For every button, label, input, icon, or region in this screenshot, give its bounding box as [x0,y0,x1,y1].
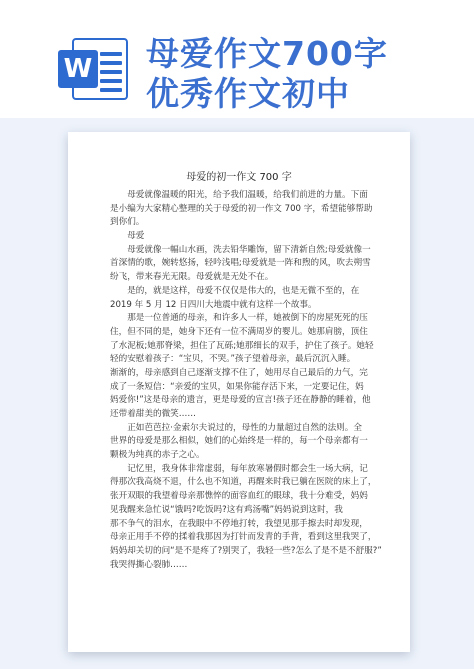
text-line: 正如芭芭拉·金索尔夫说过的，母性的力量超过自然的法则。全 [110,422,362,433]
text-line: 母亲正用手不停的揉着我那因为打针而发青的手背，看到这里我哭了， [110,532,377,543]
text-line: 渐渐的，母亲感到自己逐渐支撑不住了，她用尽自己最后的力气，完 [110,367,368,378]
text-line: 住，但不同的是，她身下还有一位不满周岁的婴儿。她那肩膀，顶住 [110,326,368,337]
paragraph [110,312,372,422]
text-line: 颗极为纯真的赤子之心。 [110,450,205,461]
banner [0,0,474,118]
text-line: 到你们。 [110,217,145,228]
text-line: 那是一位普通的母亲，和许多人一样，她被倒下的房屋死死的压 [110,313,368,324]
text-line: 纷飞，带来春光无限。母爱就是无处不在。 [110,272,274,283]
text-line: 母爱就像温暖的阳光，给予我们温暖，给我们前进的力量。下面 [110,190,368,200]
text-line: 是的，就是这样，母爱不仅仅是伟大的，也是无微不至的，在 [110,285,360,296]
text-line: 母爱 [110,231,145,242]
text-line: 首深情的歌，婉转悠扬，轻吟浅唱;母爱就是一阵和煦的风，吹去朔雪 [110,258,371,269]
text-line: 了水泥板;她那脊梁，担住了瓦砾;她那细长的双手，护住了孩子。她轻 [110,340,374,351]
word-document-icon [58,38,128,100]
text-line: 是小编为大家精心整理的关于母爱的初一作文 700 字，希望能够帮助 [110,203,373,214]
text-line: 妈妈却关切的问“是不是疼了?别哭了，我轻一些?怎么了是不是不舒服?” [110,545,382,556]
text-line: 我哭得撕心裂肺…… [110,559,188,570]
text-line: 得那次我高烧不退，什么也不知道，再醒来时我已躺在医院的床上了， [110,477,377,488]
text-line: 世界的母爱是那么相似，她们的心始终是一样的，每一个母亲都有一 [110,436,368,447]
paragraph [110,422,372,463]
banner-title-line-2: 优秀作文初中 [146,74,350,113]
banner-title-line-1: 母爱作文700字 [146,34,388,73]
paragraph [110,463,382,573]
text-line: 见我醒来急忙说“饿吗?吃饭吗?这有鸡汤嘴”妈妈说到这时，我 [110,504,343,515]
document-page [68,132,410,652]
text-line: 成了一条短信：“亲爱的宝贝，如果你能存活下来，一定要记住，妈 [110,381,364,392]
paragraph [110,189,372,230]
text-line: 还带着甜美的微笑…… [110,409,196,419]
text-line: 那不争气的泪水，在我眼中不停地打转，我望见那手擦去时却发现， [110,518,368,529]
paragraph [110,244,372,285]
paragraph [110,285,372,312]
text-line: 记忆里，我身体非常虚弱，每年放寒暑假时都会生一场大病，记 [110,463,368,474]
document-title: 母爱的初一作文 700 字 [186,172,292,183]
text-line: 轻的安慰着孩子：“宝贝，不哭。”孩子望着母亲，最后沉沉入睡。 [110,354,356,365]
word-icon-letter: W [58,50,98,88]
document-body [110,189,382,572]
text-line: 张开双眼的我望着母亲那憔悴的面容血红的眼球，我十分难受，妈妈 [110,491,368,502]
text-line: 母爱就像一幅山水画，洗去铅华雕饰，留下清新自然;母爱就像一 [110,244,371,255]
paragraph [110,230,372,244]
text-line: 2019 年 5 月 12 日四川大地震中就有这样一个故事。 [110,299,317,310]
text-line: 妈爱你!”这是母亲的遗言，更是母爱的宣言!孩子还在静静的睡着，他 [110,395,371,406]
